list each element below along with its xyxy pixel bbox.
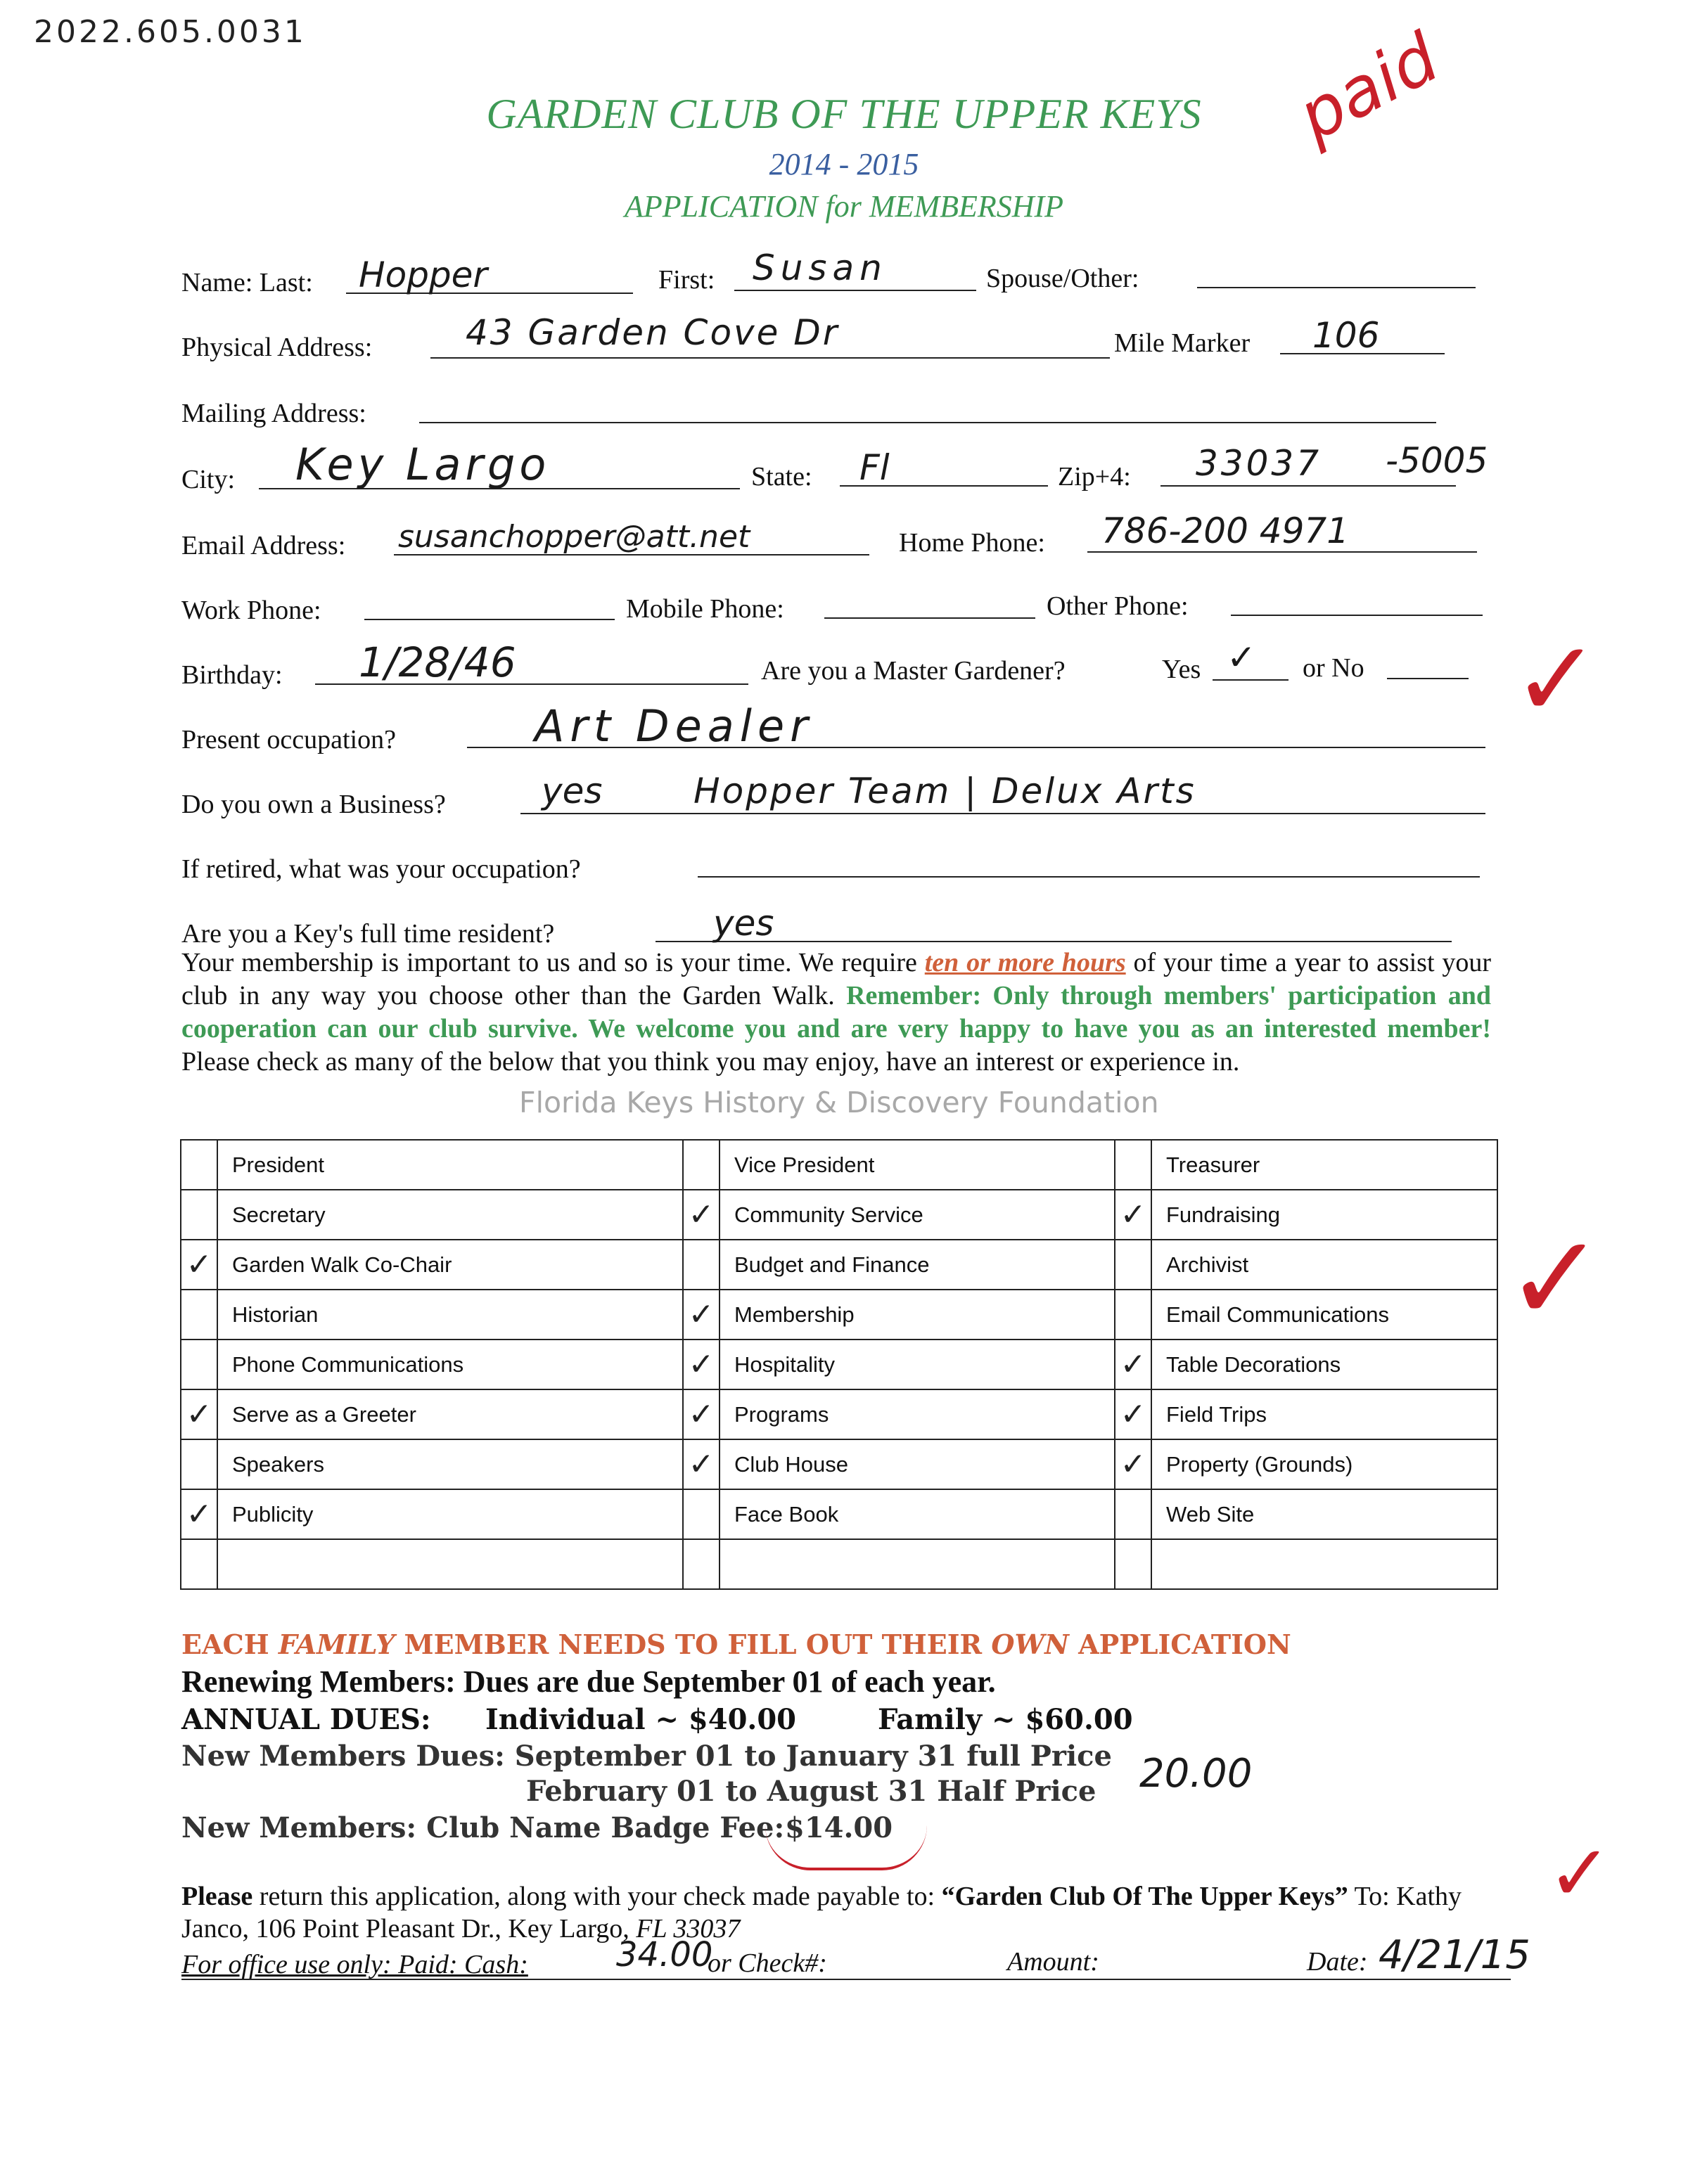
volunteer-checkbox[interactable]: ✓ bbox=[1115, 1190, 1151, 1240]
business-names-value: Hopper Team | Delux Arts bbox=[693, 771, 1196, 811]
office-use-label: For office use only: Paid: Cash: bbox=[181, 1950, 528, 1979]
master-no-label: or No bbox=[1303, 653, 1364, 683]
spouse-label: Spouse/Other: bbox=[986, 264, 1139, 293]
resident-field[interactable] bbox=[656, 941, 1452, 942]
first-name-label: First: bbox=[658, 265, 715, 295]
volunteer-checkbox[interactable] bbox=[1115, 1489, 1151, 1539]
volunteer-option-label: President bbox=[217, 1140, 683, 1190]
family-notice-part-4: OWN bbox=[991, 1629, 1069, 1660]
volunteer-row bbox=[181, 1340, 1497, 1389]
volunteer-option-label: Property (Grounds) bbox=[1151, 1439, 1497, 1489]
office-use-row bbox=[181, 1949, 528, 1980]
volunteer-option-label: Community Service bbox=[720, 1190, 1115, 1240]
volunteer-option-label: Programs bbox=[720, 1389, 1115, 1439]
master-yes-label: Yes bbox=[1162, 655, 1201, 684]
master-gardener-label: Are you a Master Gardener? bbox=[761, 656, 1066, 686]
volunteer-row bbox=[181, 1389, 1497, 1439]
volunteer-checkbox[interactable] bbox=[683, 1489, 720, 1539]
birthday-value: 1/28/46 bbox=[359, 638, 516, 686]
volunteer-checkbox[interactable] bbox=[683, 1539, 720, 1589]
home-phone-value: 786-200 4971 bbox=[1101, 510, 1350, 551]
zip-extension: -5005 bbox=[1386, 440, 1488, 481]
other-phone-field[interactable] bbox=[1231, 615, 1483, 616]
birthday-label: Birthday: bbox=[181, 660, 283, 690]
volunteer-option-label: Table Decorations bbox=[1151, 1340, 1497, 1389]
volunteer-option-label: Budget and Finance bbox=[720, 1240, 1115, 1290]
renewing-members: Renewing Members: Dues are due September 01 of each year. bbox=[181, 1664, 996, 1699]
volunteer-row bbox=[181, 1489, 1497, 1539]
volunteer-option-label: Face Book bbox=[720, 1489, 1115, 1539]
physical-address-field[interactable] bbox=[430, 357, 1110, 359]
volunteer-checkbox[interactable] bbox=[683, 1140, 720, 1190]
club-title: GARDEN CLUB OF THE UPPER KEYS bbox=[486, 91, 1202, 137]
volunteer-checkbox[interactable] bbox=[1115, 1539, 1151, 1589]
mailing-address-label: Mailing Address: bbox=[181, 399, 366, 428]
annual-dues-label: ANNUAL DUES: bbox=[181, 1703, 431, 1736]
mail-to: To: Kathy Janco, 106 Point Pleasant Dr., Key Largo, bbox=[181, 1882, 1462, 1944]
return-instructions bbox=[181, 1880, 1491, 1945]
volunteer-option-label: Phone Communications bbox=[217, 1340, 683, 1389]
half-price-note: 20.00 bbox=[1139, 1751, 1253, 1797]
name-last-label: Name: Last: bbox=[181, 268, 313, 297]
office-date-label: Date: bbox=[1307, 1947, 1368, 1977]
other-phone-label: Other Phone: bbox=[1047, 591, 1189, 621]
family-dues: Family ~ $60.00 bbox=[878, 1703, 1133, 1736]
volunteer-checkbox[interactable] bbox=[1115, 1290, 1151, 1340]
state-label: State: bbox=[751, 462, 812, 492]
volunteer-checkbox[interactable]: ✓ bbox=[1115, 1439, 1151, 1489]
volunteer-checkbox[interactable]: ✓ bbox=[181, 1240, 217, 1290]
please-check-statement: Please check as many of the below that you think you may enjoy, have an interest or experience in. bbox=[181, 1047, 1240, 1077]
home-phone-field[interactable] bbox=[1087, 551, 1477, 553]
occupation-label: Present occupation? bbox=[181, 725, 396, 754]
retired-label: If retired, what was your occupation? bbox=[181, 854, 581, 884]
watermark: Florida Keys History & Discovery Foundation bbox=[519, 1086, 1159, 1119]
work-phone-field[interactable] bbox=[364, 619, 615, 620]
home-phone-label: Home Phone: bbox=[899, 528, 1045, 558]
physical-address-label: Physical Address: bbox=[181, 333, 373, 362]
paragraph-time: of your time a year to assist your club in any way you choose other than the Garden Walk. bbox=[181, 948, 1492, 1010]
volunteer-checkbox[interactable] bbox=[683, 1240, 720, 1290]
volunteer-option-label: Publicity bbox=[217, 1489, 683, 1539]
volunteer-option-label: Fundraising bbox=[1151, 1190, 1497, 1240]
occupation-value: Art Dealer bbox=[535, 700, 814, 752]
individual-dues: Individual ~ $40.00 bbox=[485, 1703, 797, 1736]
mail-state-zip: FL 33037 bbox=[636, 1914, 741, 1944]
paid-stamp: paid bbox=[1285, 18, 1452, 156]
badge-fee-value: $14.00 bbox=[785, 1811, 893, 1844]
volunteer-checkbox[interactable] bbox=[181, 1140, 217, 1190]
volunteer-checkbox[interactable]: ✓ bbox=[181, 1389, 217, 1439]
volunteer-checkbox[interactable]: ✓ bbox=[683, 1439, 720, 1489]
volunteer-option-label: Archivist bbox=[1151, 1240, 1497, 1290]
name-last-value: Hopper bbox=[359, 255, 487, 295]
volunteer-option-label: Speakers bbox=[217, 1439, 683, 1489]
volunteer-option-label: Historian bbox=[217, 1290, 683, 1340]
membership-paragraph bbox=[181, 946, 1491, 1079]
volunteer-checkbox[interactable]: ✓ bbox=[683, 1190, 720, 1240]
volunteer-checkbox[interactable] bbox=[181, 1340, 217, 1389]
office-amount-label: Amount: bbox=[1007, 1947, 1099, 1977]
family-notice-part-1: EACH bbox=[181, 1629, 279, 1660]
new-members-dues: New Members Dues: September 01 to January 31 full Price bbox=[181, 1740, 1112, 1773]
remember-statement: Remember: Only through members' participation and cooperation can our club survive. We welcome you and are very happy to have you as an interested member! bbox=[181, 981, 1491, 1043]
volunteer-option-label: Serve as a Greeter bbox=[217, 1389, 683, 1439]
state-value: Fl bbox=[859, 447, 890, 488]
volunteer-checkbox[interactable] bbox=[181, 1290, 217, 1340]
volunteer-option-label: Web Site bbox=[1151, 1489, 1497, 1539]
business-yes-value: yes bbox=[542, 771, 603, 811]
zip-field[interactable] bbox=[1160, 485, 1456, 487]
city-label: City: bbox=[181, 465, 236, 494]
work-phone-label: Work Phone: bbox=[181, 596, 321, 625]
volunteer-checkbox[interactable] bbox=[181, 1539, 217, 1589]
zip-value: 33037 bbox=[1196, 443, 1322, 484]
badge-fee-circle bbox=[765, 1825, 927, 1870]
accession-number: 2022.605.0031 bbox=[34, 14, 307, 50]
mobile-phone-label: Mobile Phone: bbox=[626, 594, 784, 624]
volunteer-checkbox[interactable] bbox=[1115, 1240, 1151, 1290]
office-cash-value: 34.00 bbox=[616, 1935, 713, 1974]
office-check-label: or Check#: bbox=[708, 1948, 827, 1978]
payable-club-name: “Garden Club Of The Upper Keys” bbox=[941, 1882, 1348, 1911]
resident-label: Are you a Key's full time resident? bbox=[181, 919, 555, 949]
club-year: 2014 - 2015 bbox=[769, 147, 919, 181]
volunteer-checkbox[interactable]: ✓ bbox=[683, 1290, 720, 1340]
volunteer-checkbox[interactable] bbox=[1115, 1140, 1151, 1190]
mailing-address-field[interactable] bbox=[419, 422, 1436, 423]
volunteer-checkbox[interactable]: ✓ bbox=[1115, 1389, 1151, 1439]
family-notice-part-3: MEMBER NEEDS TO FILL OUT THEIR bbox=[395, 1629, 992, 1660]
retired-field[interactable] bbox=[698, 876, 1480, 878]
business-label: Do you own a Business? bbox=[181, 790, 446, 819]
volunteer-checkbox[interactable]: ✓ bbox=[683, 1389, 720, 1439]
volunteer-option-label: Club House bbox=[720, 1439, 1115, 1489]
review-check-3: ✓ bbox=[1547, 1828, 1613, 1918]
spouse-field[interactable] bbox=[1197, 287, 1476, 288]
zip-label: Zip+4: bbox=[1058, 462, 1131, 492]
master-yes-check: ✓ bbox=[1227, 637, 1256, 678]
mile-marker-label: Mile Marker bbox=[1114, 328, 1251, 358]
volunteer-option-label: Garden Walk Co-Chair bbox=[217, 1240, 683, 1290]
volunteer-row bbox=[181, 1240, 1497, 1290]
paragraph-intro: Your membership is important to us and so is your time. We require bbox=[181, 948, 917, 977]
volunteer-option-label: Hospitality bbox=[720, 1340, 1115, 1389]
volunteer-row bbox=[181, 1140, 1497, 1190]
family-notice-part-5: APPLICATION bbox=[1068, 1629, 1291, 1660]
volunteer-option-label: Field Trips bbox=[1151, 1389, 1497, 1439]
business-field[interactable] bbox=[520, 813, 1485, 814]
volunteer-option-label bbox=[1151, 1539, 1497, 1589]
email-label: Email Address: bbox=[181, 531, 346, 560]
physical-address-value: 43 Garden Cove Dr bbox=[466, 312, 840, 353]
office-use-underline bbox=[181, 1979, 1511, 1980]
first-name-field[interactable] bbox=[734, 290, 976, 291]
volunteer-option-label bbox=[720, 1539, 1115, 1589]
city-value: Key Largo bbox=[295, 439, 551, 490]
email-value: susanchopper@att.net bbox=[398, 519, 750, 555]
return-text: return this application, along with your check made payable to: bbox=[252, 1882, 942, 1911]
master-no-field[interactable] bbox=[1387, 678, 1469, 679]
volunteer-option-label: Secretary bbox=[217, 1190, 683, 1240]
form-subtitle: APPLICATION for MEMBERSHIP bbox=[624, 189, 1064, 224]
volunteer-checkbox[interactable] bbox=[181, 1190, 217, 1240]
volunteer-option-label: Membership bbox=[720, 1290, 1115, 1340]
family-notice bbox=[181, 1629, 1291, 1660]
volunteer-option-label bbox=[217, 1539, 683, 1589]
resident-value: yes bbox=[713, 903, 774, 944]
volunteer-row bbox=[181, 1439, 1497, 1489]
mile-marker-value: 106 bbox=[1312, 315, 1380, 356]
family-notice-part-2: FAMILY bbox=[278, 1629, 395, 1660]
volunteer-checkbox[interactable]: ✓ bbox=[683, 1340, 720, 1389]
volunteer-row bbox=[181, 1190, 1497, 1240]
please-bold: Please bbox=[181, 1882, 253, 1911]
half-price-dues: February 01 to August 31 Half Price bbox=[526, 1775, 1096, 1808]
first-name-value: Susan bbox=[753, 248, 888, 288]
volunteer-checkbox[interactable]: ✓ bbox=[181, 1489, 217, 1539]
volunteer-checkbox[interactable]: ✓ bbox=[1115, 1340, 1151, 1389]
volunteer-option-label: Email Communications bbox=[1151, 1290, 1497, 1340]
review-check-2: ✓ bbox=[1505, 1209, 1606, 1349]
mobile-phone-field[interactable] bbox=[824, 617, 1035, 619]
master-yes-field[interactable] bbox=[1213, 679, 1289, 681]
volunteer-row bbox=[181, 1290, 1497, 1340]
volunteer-checkbox[interactable] bbox=[181, 1439, 217, 1489]
badge-fee-label: New Members: Club Name Badge Fee: bbox=[181, 1811, 785, 1844]
volunteer-row bbox=[181, 1539, 1497, 1589]
office-date-value: 4/21/15 bbox=[1379, 1932, 1530, 1978]
review-check-1: ✓ bbox=[1512, 619, 1601, 741]
hours-requirement: ten or more hours bbox=[924, 948, 1126, 977]
volunteer-table bbox=[180, 1139, 1498, 1590]
volunteer-option-label: Treasurer bbox=[1151, 1140, 1497, 1190]
volunteer-option-label: Vice President bbox=[720, 1140, 1115, 1190]
